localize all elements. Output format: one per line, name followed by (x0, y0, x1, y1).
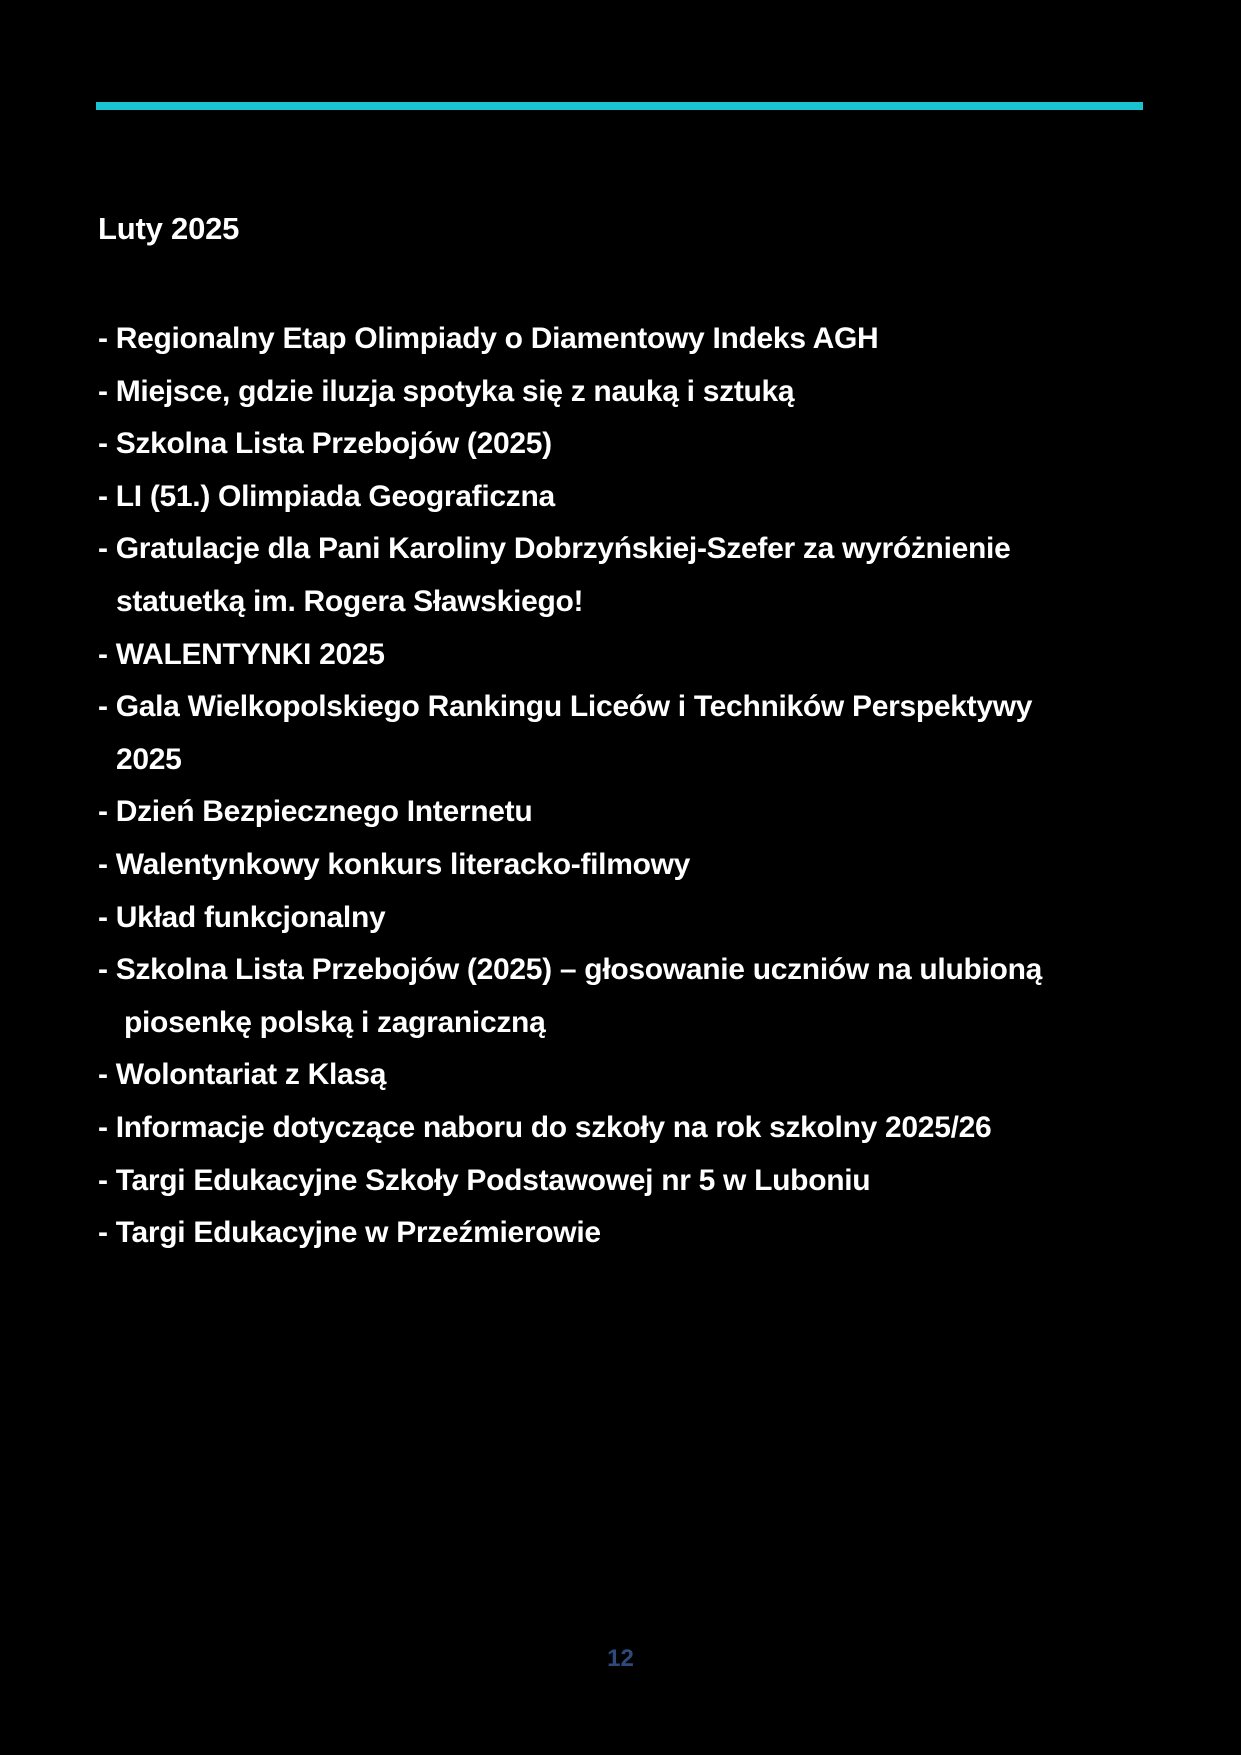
article-title: - LI (51.) Olimpiada Geograficzna (98, 479, 555, 513)
article-link-6[interactable] (98, 629, 1158, 682)
article-title: - Szkolna Lista Przebojów (2025) – głosowanie uczniów na ulubioną (98, 953, 1042, 987)
article-link-3[interactable] (98, 418, 1158, 471)
month-heading: Luty 2025 (98, 211, 240, 246)
article-link-12[interactable] (98, 1049, 1158, 1102)
article-title: - Targi Edukacyjne Szkoły Podstawowej nr 5 w Luboniu (98, 1163, 871, 1197)
article-title: - Targi Edukacyjne w Przeźmierowie (98, 1216, 601, 1250)
article-title: - Układ funkcjonalny (98, 900, 386, 934)
article-title: - WALENTYNKI 2025 (98, 637, 385, 671)
article-link-15[interactable] (98, 1207, 1158, 1260)
article-title: - Regionalny Etap Olimpiady o Diamentowy Indeks AGH (98, 322, 879, 355)
article-title: - Informacje dotyczące naboru do szkoły na rok szkolny 2025/26 (98, 1110, 992, 1144)
article-title: - Szkolna Lista Przebojów (2025) (98, 427, 552, 461)
article-link-5[interactable] (98, 523, 1158, 628)
article-link-8[interactable] (98, 786, 1158, 839)
article-title: - Wolontariat z Klasą (98, 1058, 387, 1092)
article-title-continuation: statuetką im. Rogera Sławskiego! (116, 584, 584, 618)
article-link-13[interactable] (98, 1102, 1158, 1155)
article-list (98, 313, 1158, 1260)
article-title: - Dzień Bezpiecznego Internetu (98, 795, 533, 829)
top-accent-rule (96, 102, 1143, 110)
article-link-7[interactable] (98, 681, 1158, 786)
article-title: - Walentynkowy konkurs literacko-filmowy (98, 847, 691, 881)
article-link-14[interactable] (98, 1155, 1158, 1208)
article-link-11[interactable] (98, 944, 1158, 1049)
article-title: - Miejsce, gdzie iluzja spotyka się z nauką i sztuką (98, 374, 795, 408)
page-number: 12 (607, 1645, 634, 1672)
article-title: - Gratulacje dla Pani Karoliny Dobrzyńskiej-Szefer za wyróżnienie (98, 532, 1011, 566)
article-link-4[interactable] (98, 471, 1158, 524)
article-link-10[interactable] (98, 892, 1158, 945)
article-link-9[interactable] (98, 839, 1158, 892)
article-link-2[interactable] (98, 366, 1158, 419)
article-title-continuation: piosenkę polską i zagraniczną (124, 1005, 546, 1039)
article-link-1[interactable] (98, 313, 1158, 366)
article-title-continuation: 2025 (116, 742, 182, 776)
article-title: - Gala Wielkopolskiego Rankingu Liceów i Techników Perspektywy (98, 690, 1033, 724)
